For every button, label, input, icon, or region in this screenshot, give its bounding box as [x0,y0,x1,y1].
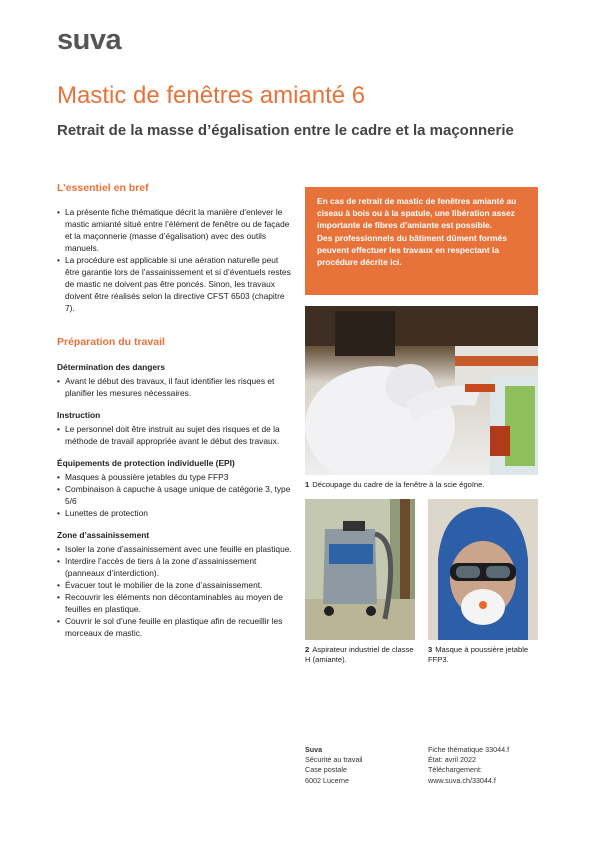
warning-text-2: Des professionnels du bâtiment dûment formés peuvent effectuer les travaux en respectant la procédure décrite ici. [317,232,507,268]
preparation-heading: Préparation du travail [57,336,165,348]
caption-1 [305,480,538,490]
photo-mask-graphic [428,499,538,640]
footer-address [305,745,363,786]
dangers-block [57,362,293,399]
caption-3 [428,645,538,665]
epi-block [57,458,293,519]
epi-heading: Équipements de protection individuelle (EPI) [57,458,235,468]
list-item: • Isoler la zone d’assainissement avec une feuille en plastique. [57,543,293,555]
photo-vacuum [305,499,415,640]
left-column [57,182,293,650]
list-item: • La procédure est applicable si une aération naturelle peut être garantie lors de l’assainissement et si d’éventuels restes de mastic ne doivent pas être poncés. Sinon, les travaux doivent être réalisés selon la directive CFST 6503 (chapitre 7). [57,254,293,314]
footer-line: Téléchargement: [428,765,482,775]
preparation-section [57,336,293,639]
footer-document-info [428,745,509,786]
caption-number: 1 [305,480,310,489]
list-item: • Lunettes de protection [57,507,293,519]
photo-window-cutting [305,306,538,475]
footer-line: Sécurité au travail [305,755,363,765]
list-item: • Évacuer tout le mobilier de la zone d’assainissement. [57,579,293,591]
caption-text: Masque à poussière jetable FFP3. [428,645,529,664]
list-item: • Recouvrir les éléments non décontaminables au moyen de feuilles en plastique. [57,591,293,615]
footer-line: 6002 Lucerne [305,775,349,785]
footer-line: Fiche thématique 33044.f [428,745,510,754]
essentiel-heading: L’essentiel en bref [57,182,149,194]
zone-block [57,530,293,639]
caption-number: 3 [428,645,433,654]
footer-org: Suva [305,745,323,754]
instruction-heading: Instruction [57,410,101,420]
list-item: • Masques à poussière jetables du type FFP3 [57,471,293,483]
list-item: • La présente fiche thématique décrit la manière d’enlever le mastic amianté situé entre l’élément de fenêtre ou de façade et la maçonnerie (masse d’égalisation) avec des outils manuels. [57,206,293,254]
footer-line: État: avril 2022 [428,755,476,765]
essentiel-section [57,182,293,314]
instruction-block [57,410,293,447]
list-item: • Interdire l’accès de tiers à la zone d’assainissement (panneaux d’interdiction). [57,555,293,579]
caption-text: Découpage du cadre de la fenêtre à la scie égoïne. [312,480,485,489]
caption-text: Aspirateur industriel de classe H (amiante). [305,645,414,664]
photo-window-cutting-graphic [305,306,538,475]
photo-vacuum-graphic [305,499,415,640]
suva-logo: suva [57,24,122,56]
page-title: Mastic de fenêtres amianté 6 [57,82,366,109]
dangers-heading: Détermination des dangers [57,362,165,372]
download-link[interactable]: www.suva.ch/33044.f [428,775,496,785]
list-item: • Couvrir le sol d’une feuille en plastique afin de recueillir les morceaux de mastic. [57,615,293,639]
warning-box [305,187,538,295]
photo-mask [428,499,538,640]
list-item: • Combinaison à capuche à usage unique de catégorie 3, type 5/6 [57,483,293,507]
page-subtitle: Retrait de la masse d’égalisation entre le cadre et la maçonnerie [57,122,514,139]
list-item: • Avant le début des travaux, il faut identifier les risques et planifier les mesures nécessaires. [57,375,293,399]
caption-2 [305,645,415,665]
footer-line: Case postale [305,765,347,775]
warning-text-1: En cas de retrait de mastic de fenêtres amianté au ciseau à bois ou à la spatule, une libération assez importante de fibres d’amiante est possible. [317,196,517,231]
caption-number: 2 [305,645,310,654]
list-item: • Le personnel doit être instruit au sujet des risques et de la méthode de travail appropriée avant le début des travaux. [57,423,293,447]
essentiel-list [57,206,293,314]
zone-heading: Zone d’assainissement [57,530,150,540]
